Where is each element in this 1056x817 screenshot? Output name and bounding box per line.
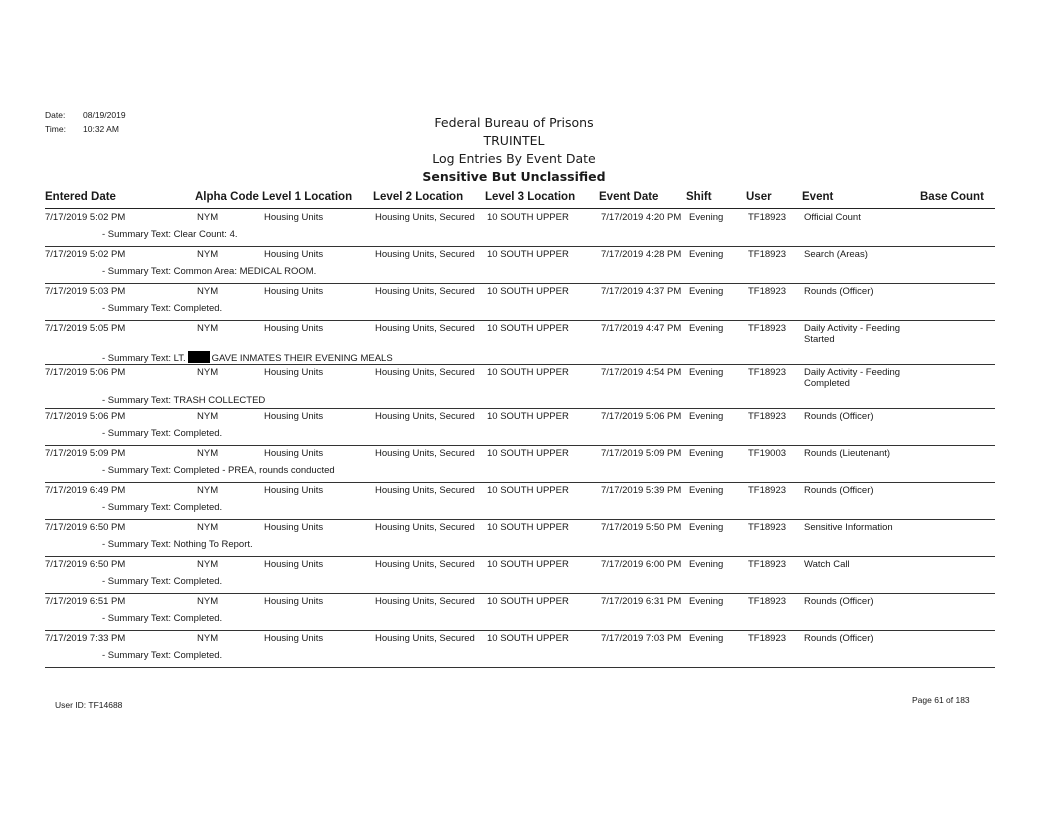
cell-shift: Evening <box>689 249 724 260</box>
log-entries-table <box>0 210 1056 668</box>
cell-user: TF19003 <box>748 448 787 459</box>
cell-event: Daily Activity - Feeding Completed <box>804 367 901 389</box>
cell-event: Rounds (Lieutenant) <box>804 448 891 459</box>
table-row <box>0 520 1056 557</box>
cell-event-date: 7/17/2019 4:20 PM <box>601 212 682 223</box>
cell-shift: Evening <box>689 367 724 378</box>
cell-user: TF18923 <box>748 367 787 378</box>
col-entered-date: Entered Date <box>45 191 116 203</box>
cell-level1-location: Housing Units <box>264 559 324 570</box>
date-label: Date: <box>45 110 66 120</box>
cell-level3-location: 10 SOUTH UPPER <box>487 485 569 496</box>
cell-event-date: 7/17/2019 6:00 PM <box>601 559 682 570</box>
cell-level2-location: Housing Units, Secured <box>375 596 475 607</box>
cell-user: TF18923 <box>748 559 787 570</box>
cell-level1-location: Housing Units <box>264 485 324 496</box>
cell-level3-location: 10 SOUTH UPPER <box>487 323 569 334</box>
title-line-report: Log Entries By Event Date <box>432 151 596 166</box>
time-line <box>45 122 126 136</box>
col-alpha-code: Alpha Code <box>195 191 259 203</box>
footer-user-id <box>55 700 122 710</box>
title-line-agency: Federal Bureau of Prisons <box>434 115 594 130</box>
cell-level2-location: Housing Units, Secured <box>375 522 475 533</box>
cell-event-date: 7/17/2019 4:28 PM <box>601 249 682 260</box>
cell-entered-date: 7/17/2019 6:49 PM <box>45 485 126 496</box>
cell-entered-date: 7/17/2019 6:51 PM <box>45 596 126 607</box>
cell-entered-date: 7/17/2019 5:02 PM <box>45 249 126 260</box>
cell-alpha-code: NYM <box>197 367 219 378</box>
cell-event-date: 7/17/2019 4:47 PM <box>601 323 682 334</box>
cell-level2-location: Housing Units, Secured <box>375 559 475 570</box>
cell-level1-location: Housing Units <box>264 286 324 297</box>
cell-level3-location: 10 SOUTH UPPER <box>487 286 569 297</box>
cell-alpha-code: NYM <box>197 212 219 223</box>
cell-level1-location: Housing Units <box>264 249 324 260</box>
cell-shift: Evening <box>689 485 724 496</box>
cell-event-date: 7/17/2019 5:50 PM <box>601 522 682 533</box>
cell-shift: Evening <box>689 559 724 570</box>
cell-level2-location: Housing Units, Secured <box>375 249 475 260</box>
cell-alpha-code: NYM <box>197 286 219 297</box>
cell-level1-location: Housing Units <box>264 212 324 223</box>
cell-event-date: 7/17/2019 5:39 PM <box>601 485 682 496</box>
cell-entered-date: 7/17/2019 5:05 PM <box>45 323 126 334</box>
cell-level2-location: Housing Units, Secured <box>375 485 475 496</box>
cell-user: TF18923 <box>748 522 787 533</box>
cell-shift: Evening <box>689 286 724 297</box>
cell-event-date: 7/17/2019 5:09 PM <box>601 448 682 459</box>
user-id-value: TF14688 <box>88 700 123 710</box>
cell-user: TF18923 <box>748 485 787 496</box>
cell-alpha-code: NYM <box>197 249 219 260</box>
cell-entered-date: 7/17/2019 6:50 PM <box>45 522 126 533</box>
summary-text: - Summary Text: Completed. <box>102 303 223 314</box>
cell-entered-date: 7/17/2019 6:50 PM <box>45 559 126 570</box>
col-level3-location: Level 3 Location <box>485 191 576 203</box>
col-level2-location: Level 2 Location <box>373 191 464 203</box>
table-row <box>0 284 1056 321</box>
row-divider <box>45 667 995 668</box>
cell-shift: Evening <box>689 522 724 533</box>
cell-entered-date: 7/17/2019 5:03 PM <box>45 286 126 297</box>
cell-level3-location: 10 SOUTH UPPER <box>487 448 569 459</box>
summary-text: - Summary Text: Completed - PREA, rounds conducted <box>102 465 335 476</box>
cell-shift: Evening <box>689 448 724 459</box>
cell-user: TF18923 <box>748 286 787 297</box>
cell-level1-location: Housing Units <box>264 522 324 533</box>
column-header-row <box>0 189 1056 207</box>
header-rule <box>45 208 995 209</box>
user-id-label: User ID: <box>55 700 87 710</box>
table-row <box>0 631 1056 668</box>
cell-level3-location: 10 SOUTH UPPER <box>487 212 569 223</box>
cell-alpha-code: NYM <box>197 633 219 644</box>
cell-user: TF18923 <box>748 411 787 422</box>
col-base-count: Base Count <box>920 191 984 203</box>
cell-event: Daily Activity - Feeding Started <box>804 323 901 345</box>
cell-user: TF18923 <box>748 212 787 223</box>
summary-text: - Summary Text: Completed. <box>102 650 223 661</box>
table-row <box>0 321 1056 365</box>
cell-level3-location: 10 SOUTH UPPER <box>487 522 569 533</box>
cell-entered-date: 7/17/2019 5:06 PM <box>45 411 126 422</box>
cell-level1-location: Housing Units <box>264 448 324 459</box>
title-line-classification: Sensitive But Unclassified <box>422 169 606 184</box>
report-title <box>400 114 628 186</box>
cell-shift: Evening <box>689 633 724 644</box>
cell-event: Rounds (Officer) <box>804 596 874 607</box>
cell-level1-location: Housing Units <box>264 596 324 607</box>
cell-level3-location: 10 SOUTH UPPER <box>487 596 569 607</box>
cell-shift: Evening <box>689 411 724 422</box>
summary-text: - Summary Text: Common Area: MEDICAL ROOM. <box>102 266 317 277</box>
table-row <box>0 210 1056 247</box>
cell-level3-location: 10 SOUTH UPPER <box>487 411 569 422</box>
cell-event: Rounds (Officer) <box>804 485 874 496</box>
cell-user: TF18923 <box>748 633 787 644</box>
summary-text: - Summary Text: Clear Count: 4. <box>102 229 238 240</box>
title-line-system: TRUINTEL <box>483 133 545 148</box>
cell-level1-location: Housing Units <box>264 323 324 334</box>
cell-event: Rounds (Officer) <box>804 286 874 297</box>
cell-level2-location: Housing Units, Secured <box>375 367 475 378</box>
cell-event-date: 7/17/2019 4:54 PM <box>601 367 682 378</box>
cell-alpha-code: NYM <box>197 522 219 533</box>
cell-level1-location: Housing Units <box>264 633 324 644</box>
col-event-date: Event Date <box>599 191 659 203</box>
cell-event: Sensitive Information <box>804 522 893 533</box>
table-row <box>0 483 1056 520</box>
time-value: 10:32 AM <box>83 124 119 134</box>
cell-event-date: 7/17/2019 4:37 PM <box>601 286 682 297</box>
report-meta <box>45 108 126 136</box>
cell-entered-date: 7/17/2019 5:06 PM <box>45 367 126 378</box>
cell-alpha-code: NYM <box>197 485 219 496</box>
cell-entered-date: 7/17/2019 7:33 PM <box>45 633 126 644</box>
cell-level2-location: Housing Units, Secured <box>375 411 475 422</box>
summary-text-start: - Summary Text: LT. <box>102 353 186 364</box>
date-value: 08/19/2019 <box>83 110 126 120</box>
cell-shift: Evening <box>689 596 724 607</box>
cell-level1-location: Housing Units <box>264 367 324 378</box>
cell-shift: Evening <box>689 323 724 334</box>
summary-text: - Summary Text: TRASH COLLECTED <box>102 395 266 406</box>
summary-text: - Summary Text: Completed. <box>102 502 223 513</box>
date-line <box>45 108 126 122</box>
cell-level3-location: 10 SOUTH UPPER <box>487 633 569 644</box>
cell-event: Rounds (Officer) <box>804 633 874 644</box>
cell-event: Watch Call <box>804 559 850 570</box>
cell-shift: Evening <box>689 212 724 223</box>
cell-entered-date: 7/17/2019 5:02 PM <box>45 212 126 223</box>
cell-user: TF18923 <box>748 596 787 607</box>
cell-level3-location: 10 SOUTH UPPER <box>487 367 569 378</box>
page-number: Page 61 of 183 <box>912 695 970 705</box>
cell-level1-location: Housing Units <box>264 411 324 422</box>
cell-level2-location: Housing Units, Secured <box>375 212 475 223</box>
col-event: Event <box>802 191 834 203</box>
cell-level2-location: Housing Units, Secured <box>375 286 475 297</box>
cell-event: Official Count <box>804 212 861 223</box>
cell-alpha-code: NYM <box>197 559 219 570</box>
cell-level2-location: Housing Units, Secured <box>375 633 475 644</box>
cell-alpha-code: NYM <box>197 411 219 422</box>
summary-text <box>102 351 393 364</box>
table-row <box>0 409 1056 446</box>
cell-user: TF18923 <box>748 249 787 260</box>
table-row <box>0 365 1056 409</box>
cell-level2-location: Housing Units, Secured <box>375 323 475 334</box>
col-user: User <box>746 191 772 203</box>
cell-event-date: 7/17/2019 7:03 PM <box>601 633 682 644</box>
table-row <box>0 446 1056 483</box>
time-label: Time: <box>45 124 66 134</box>
cell-level2-location: Housing Units, Secured <box>375 448 475 459</box>
summary-text: - Summary Text: Completed. <box>102 428 223 439</box>
col-level1-location: Level 1 Location <box>262 191 353 203</box>
cell-event-date: 7/17/2019 6:31 PM <box>601 596 682 607</box>
redaction-block <box>188 351 210 363</box>
cell-alpha-code: NYM <box>197 448 219 459</box>
summary-text-end: GAVE INMATES THEIR EVENING MEALS <box>211 353 393 364</box>
cell-event: Search (Areas) <box>804 249 868 260</box>
table-row <box>0 557 1056 594</box>
table-row <box>0 247 1056 284</box>
cell-level3-location: 10 SOUTH UPPER <box>487 249 569 260</box>
summary-text: - Summary Text: Completed. <box>102 576 223 587</box>
col-shift: Shift <box>686 191 712 203</box>
cell-alpha-code: NYM <box>197 323 219 334</box>
summary-text: - Summary Text: Nothing To Report. <box>102 539 253 550</box>
cell-alpha-code: NYM <box>197 596 219 607</box>
cell-event-date: 7/17/2019 5:06 PM <box>601 411 682 422</box>
table-row <box>0 594 1056 631</box>
cell-level3-location: 10 SOUTH UPPER <box>487 559 569 570</box>
cell-event: Rounds (Officer) <box>804 411 874 422</box>
cell-entered-date: 7/17/2019 5:09 PM <box>45 448 126 459</box>
summary-text: - Summary Text: Completed. <box>102 613 223 624</box>
cell-user: TF18923 <box>748 323 787 334</box>
